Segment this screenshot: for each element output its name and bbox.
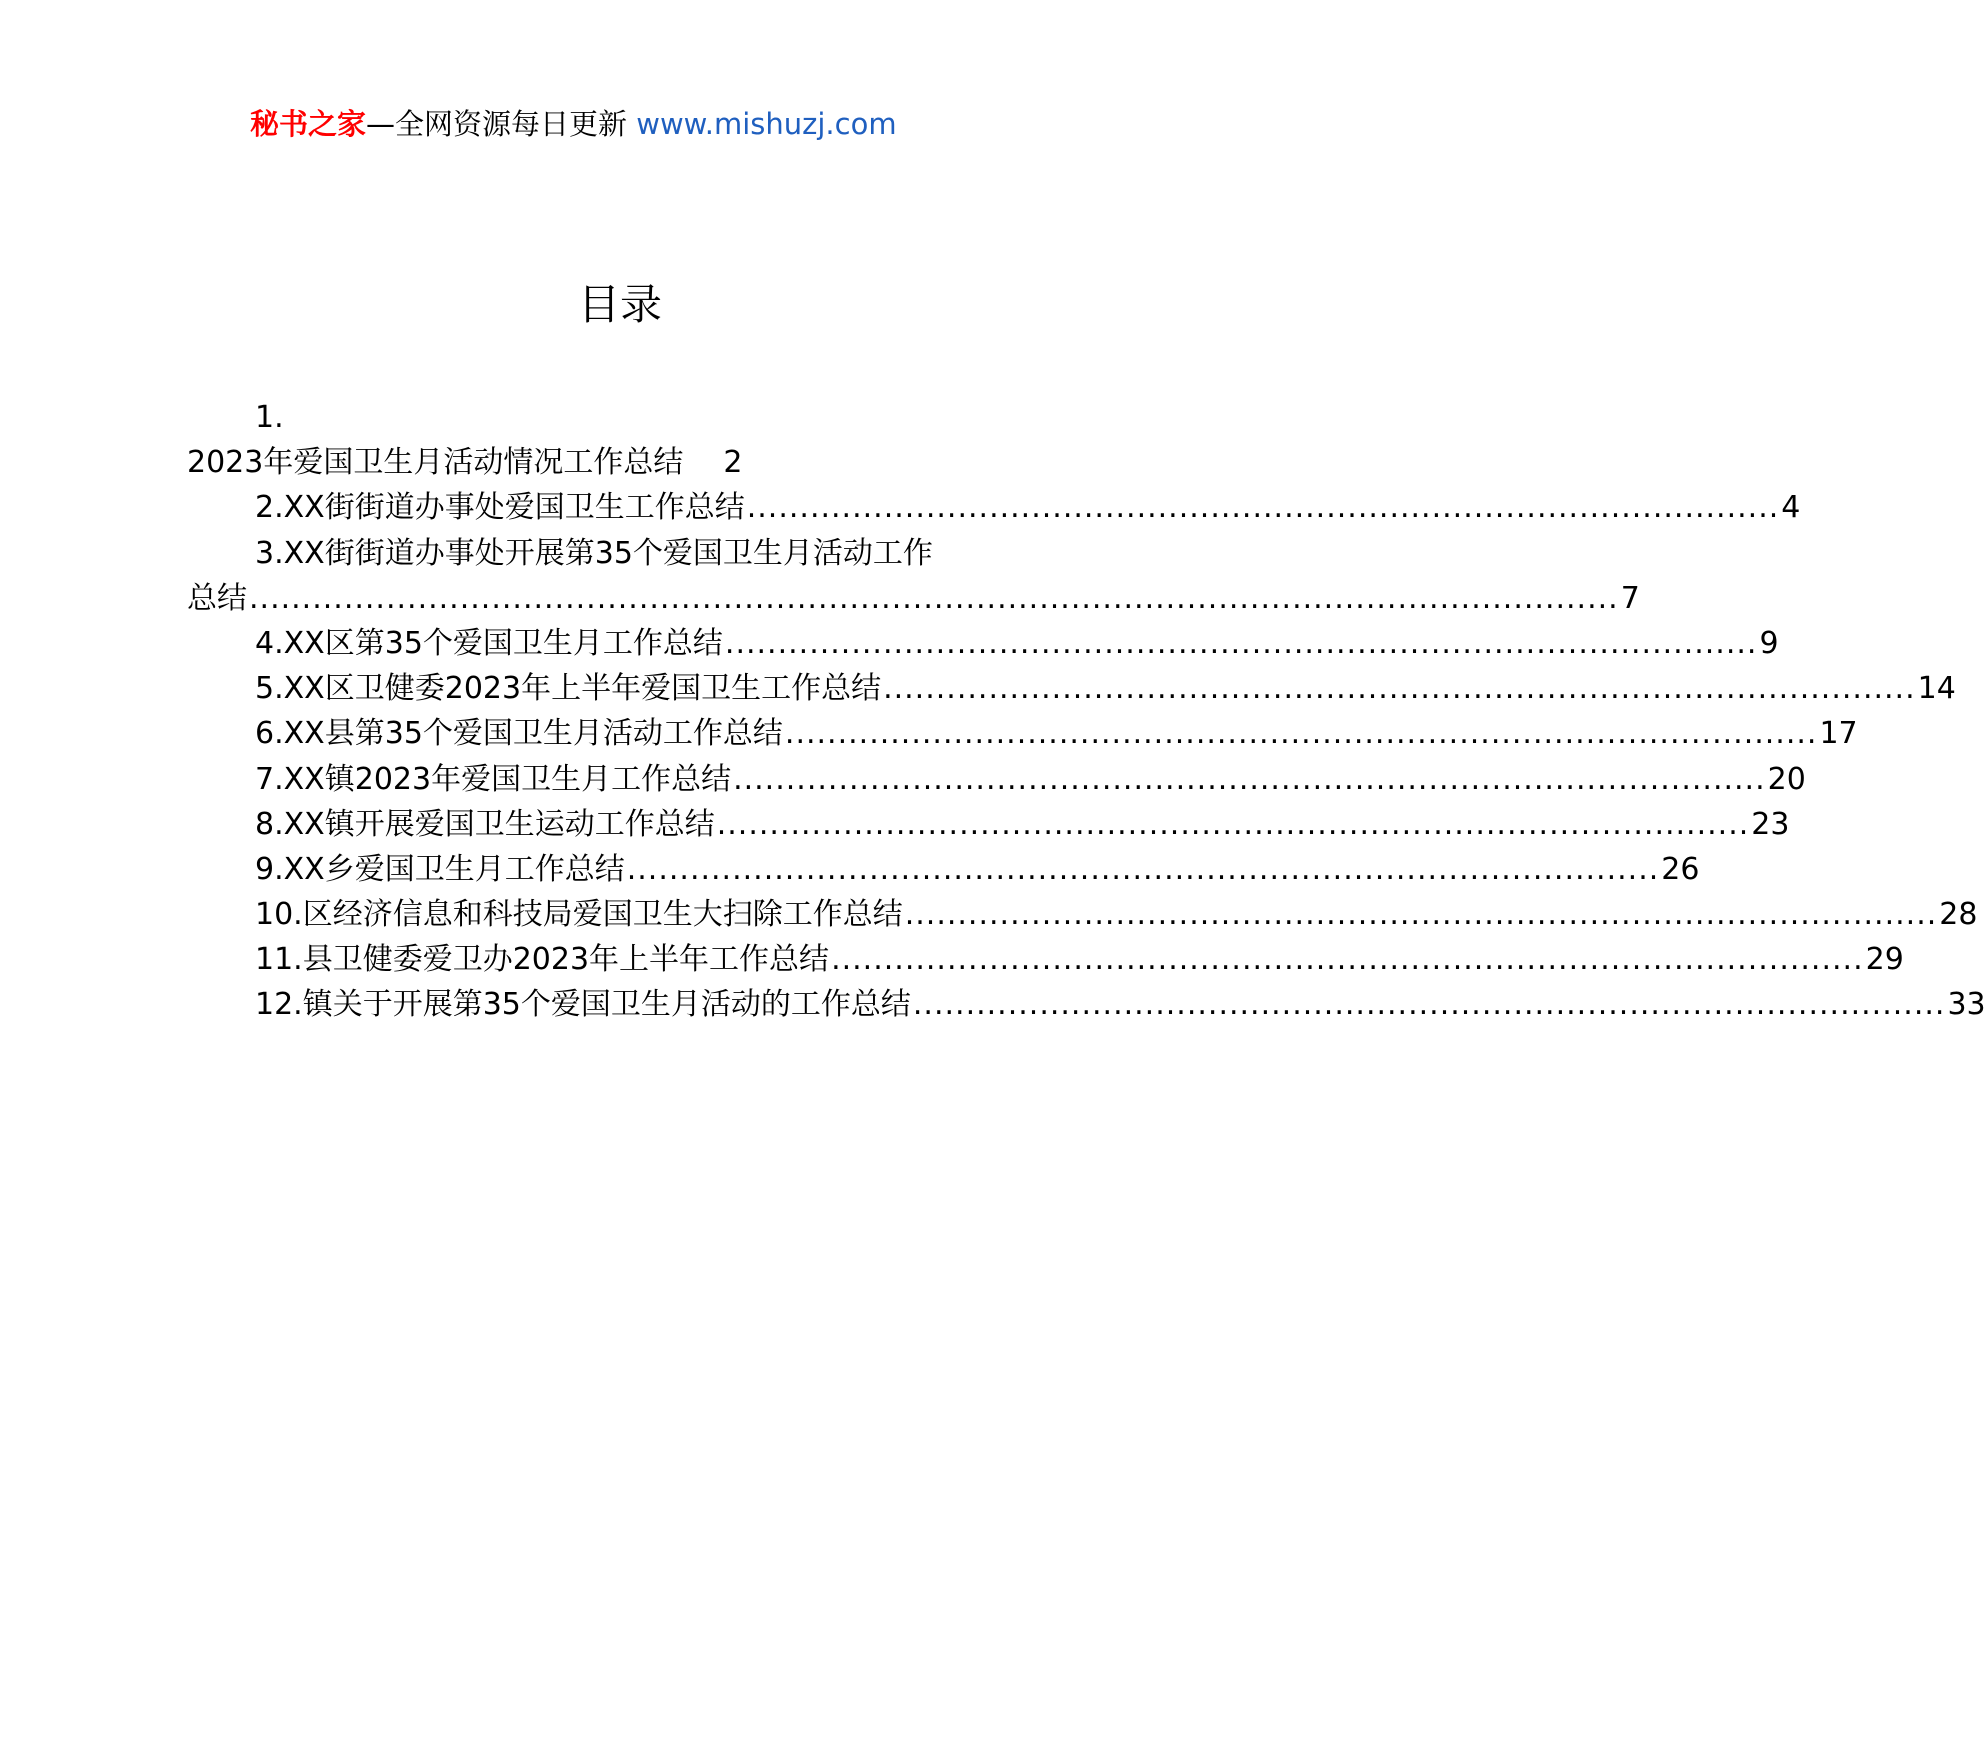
toc-item-9[interactable] xyxy=(187,847,1700,892)
toc-item-8[interactable] xyxy=(187,802,1790,847)
toc-item-label: 10.区经济信息和科技局爱国卫生大扫除工作总结 xyxy=(255,897,903,933)
toc-leader-dots: .................................................................................................. xyxy=(883,671,1916,707)
table-of-contents xyxy=(187,395,1986,1028)
toc-item-page: 26 xyxy=(1661,851,1700,887)
toc-leader-dots: .................................................................................................. xyxy=(716,806,1750,842)
toc-item-label: 6.XX县第35个爱国卫生月活动工作总结 xyxy=(255,716,783,752)
toc-item-page: 23 xyxy=(1751,806,1790,842)
toc-item-label: 8.XX镇开展爱国卫生运动工作总结 xyxy=(255,806,715,842)
toc-item-page: 20 xyxy=(1767,761,1806,797)
toc-leader-dots: .................................................................................................. xyxy=(784,716,1818,752)
toc-leader-dots: .................................................................................................. xyxy=(904,897,1938,933)
toc-item-label: 2.XX街街道办事处爱国卫生工作总结 xyxy=(255,490,745,526)
toc-item-page: 4 xyxy=(1781,490,1801,526)
toc-item-4[interactable] xyxy=(187,621,1779,666)
toc-leader-dots: .................................................................................................. xyxy=(746,490,1780,526)
toc-leader-dots: .................................................................................................. xyxy=(912,987,1946,1023)
toc-item-10[interactable] xyxy=(187,892,1978,937)
site-header xyxy=(250,104,990,144)
toc-leader-dots: .................................................................................................. xyxy=(733,761,1766,797)
toc-item-5[interactable] xyxy=(187,666,1956,711)
toc-item-1-number[interactable] xyxy=(187,395,1053,440)
brand-name: 秘书之家 xyxy=(250,107,367,141)
page-title: 目录 xyxy=(577,280,662,329)
toc-item-label: 3.XX街街道办事处开展第35个爱国卫生月活动工作 xyxy=(255,535,933,571)
toc-item-3[interactable] xyxy=(187,531,1053,576)
toc-leader-dots: .................................................................................................................................. xyxy=(249,580,1619,616)
toc-item-page: 33 xyxy=(1947,987,1986,1023)
toc-leader-dots: .................................................................................................. xyxy=(831,942,1864,978)
toc-item-label: 12.镇关于开展第35个爱国卫生月活动的工作总结 xyxy=(255,987,911,1023)
toc-item-number: 1. xyxy=(255,400,284,435)
toc-item-page: 14 xyxy=(1917,671,1956,707)
toc-item-label: 2023年爱国卫生月活动情况工作总结 xyxy=(187,445,684,481)
toc-item-page: 2 xyxy=(723,445,743,481)
toc-item-page: 28 xyxy=(1939,897,1978,933)
toc-item-2[interactable] xyxy=(187,485,1801,530)
toc-item-7[interactable] xyxy=(187,757,1806,802)
toc-item-label: 11.县卫健委爱卫办2023年上半年工作总结 xyxy=(255,942,830,978)
header-tagline: —全网资源每日更新 xyxy=(366,107,628,141)
toc-item-label: 4.XX区第35个爱国卫生月工作总结 xyxy=(255,625,723,661)
toc-item-1[interactable] xyxy=(187,440,1053,485)
toc-item-page: 7 xyxy=(1620,580,1640,616)
toc-item-label: 7.XX镇2023年爱国卫生月工作总结 xyxy=(255,761,732,797)
toc-item-label: 总结 xyxy=(187,580,247,616)
toc-item-label: 5.XX区卫健委2023年上半年爱国卫生工作总结 xyxy=(255,671,882,707)
toc-leader-dots: .................................................................................................. xyxy=(724,625,1758,661)
site-url-link[interactable]: www.mishuzj.com xyxy=(636,107,897,141)
toc-item-page: 17 xyxy=(1819,716,1858,752)
toc-item-11[interactable] xyxy=(187,937,1904,982)
toc-item-12[interactable] xyxy=(187,982,1986,1027)
toc-item-label: 9.XX乡爱国卫生月工作总结 xyxy=(255,851,625,887)
toc-item-3-continued[interactable] xyxy=(187,576,1640,621)
toc-leader-dots: .................................................................................................. xyxy=(626,851,1660,887)
toc-item-page: 29 xyxy=(1865,942,1904,978)
toc-item-page: 9 xyxy=(1759,625,1779,661)
toc-item-6[interactable] xyxy=(187,711,1858,756)
